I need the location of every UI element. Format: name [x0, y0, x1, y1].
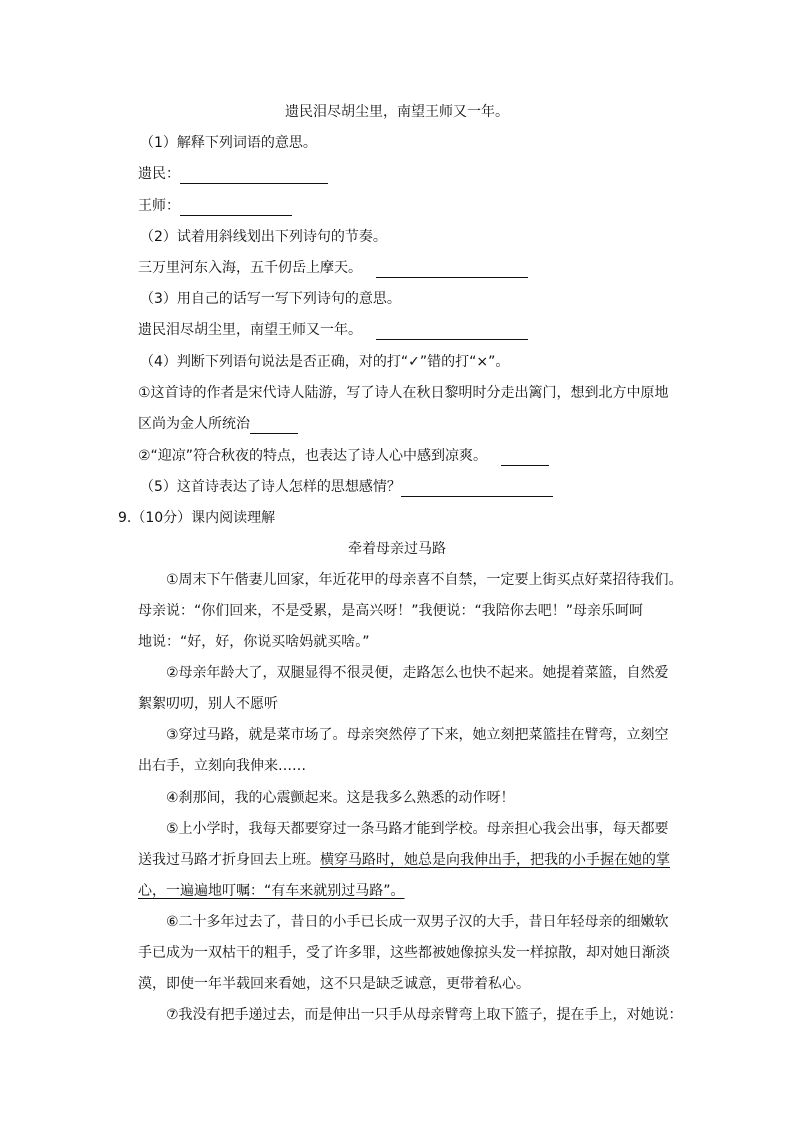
- question-3-poem: 遗民泪尽胡尘里，南望王师又一年。: [138, 322, 362, 338]
- poem-line: 遗民泪尽胡尘里，南望王师又一年。: [285, 104, 509, 120]
- answer-blank[interactable]: [180, 200, 292, 216]
- question-4: （4）判断下列语句说法是否正确，对的打“✓”错的打“×”。: [140, 354, 510, 370]
- underlined-sentence: 横穿马路时，她总是向我伸出手，把我的小手握在她的掌: [320, 852, 670, 868]
- answer-blank[interactable]: [401, 481, 553, 497]
- answer-blank[interactable]: [376, 324, 528, 340]
- paragraph-5-line-1: ⑤上小学时，我每天都要穿过一条马路才能到学校。母亲担心我会出事，每天都要: [166, 821, 669, 837]
- question-2-poem: 三万里河东入海，五千仞岳上摩天。: [138, 260, 362, 276]
- answer-blank[interactable]: [250, 418, 298, 434]
- question-1-item-a-label: 遗民：: [138, 166, 180, 182]
- underlined-sentence-continued: 心，一遍遍地叮嘱：“有车来就别过马路”。: [138, 883, 405, 899]
- paragraph-3-line-2: 出右手，立刻向我伸来……: [138, 758, 306, 774]
- question-2: （2）试着用斜线划出下列诗句的节奏。: [140, 229, 387, 245]
- question-2-line: [138, 258, 528, 278]
- paragraph-1-line-1: ①周末下午偕妻儿回家，年近花甲的母亲喜不自禁，一定要上街买点好菜招待我们。: [166, 572, 683, 588]
- article-title: 牵着母亲过马路: [348, 541, 446, 557]
- paragraph-2-line-1: ②母亲年龄大了，双腿显得不很灵便，走路怎么也快不起来。她提着菜篮，自然爱: [166, 665, 669, 681]
- paragraph-6-line-2: 手已成为一双枯干的粗手，受了许多罪，这些都被她像掠头发一样掠散，却对她日渐淡: [138, 945, 670, 961]
- question-1: （1）解释下列词语的意思。: [140, 135, 317, 151]
- question-4-statement-2: [138, 446, 549, 466]
- question-5: [140, 477, 553, 497]
- paragraph-1-line-3: 地说：“好，好，你说买啥妈就买啥。”: [138, 634, 370, 650]
- paragraph-4-line-1: ④刹那间，我的心震颤起来。这是我多么熟悉的动作呀！: [166, 790, 515, 806]
- answer-blank[interactable]: [180, 168, 328, 184]
- paragraph-6-line-1: ⑥二十多年过去了，昔日的小手已长成一双男子汉的大手，昔日年轻母亲的细嫩软: [166, 914, 669, 930]
- paragraph-2-line-2: 絮絮叨叨，别人不愿听: [138, 696, 278, 712]
- question-1-item-b: [138, 196, 292, 216]
- question-4-statement-2-text: ②“迎凉”符合秋夜的特点，也表达了诗人心中感到凉爽。: [138, 448, 488, 464]
- paragraph-5-line-2: [138, 850, 670, 870]
- paragraph-7-line-1: ⑦我没有把手递过去，而是伸出一只手从母亲臂弯上取下篮子，提在手上，对她说：: [166, 1007, 683, 1023]
- question-3: （3）用自己的话写一写下列诗句的意思。: [140, 291, 401, 307]
- question-1-item-b-label: 王师：: [138, 198, 180, 214]
- paragraph-3-line-1: ③穿过马路，就是菜市场了。母亲突然停了下来，她立刻把菜篮挂在臂弯，立刻空: [166, 727, 669, 743]
- question-5-text: （5）这首诗表达了诗人怎样的思想感情？: [140, 479, 401, 495]
- section-9-heading: 9.（10分）课内阅读理解: [118, 510, 276, 526]
- paragraph-6-line-3: 漠，即使一年半载回来看她，这不只是缺乏诚意，更带着私心。: [138, 976, 530, 992]
- question-4-statement-1-line-1: ①这首诗的作者是宋代诗人陆游，写了诗人在秋日黎明时分走出篱门，想到北方中原地: [138, 385, 669, 401]
- paragraph-5-text: 送我过马路才折身回去上班。: [138, 852, 320, 868]
- question-4-statement-1-text: 区尚为金人所统治: [138, 416, 250, 432]
- paragraph-1-line-2: 母亲说：“你们回来，不是受累，是高兴呀！”我便说：“我陪你去吧！”母亲乐呵呵: [138, 603, 644, 619]
- question-1-item-a: [138, 164, 328, 184]
- question-3-line: [138, 320, 528, 340]
- answer-blank[interactable]: [376, 262, 528, 278]
- answer-blank[interactable]: [501, 450, 549, 466]
- question-4-statement-1-line-2: [138, 414, 298, 434]
